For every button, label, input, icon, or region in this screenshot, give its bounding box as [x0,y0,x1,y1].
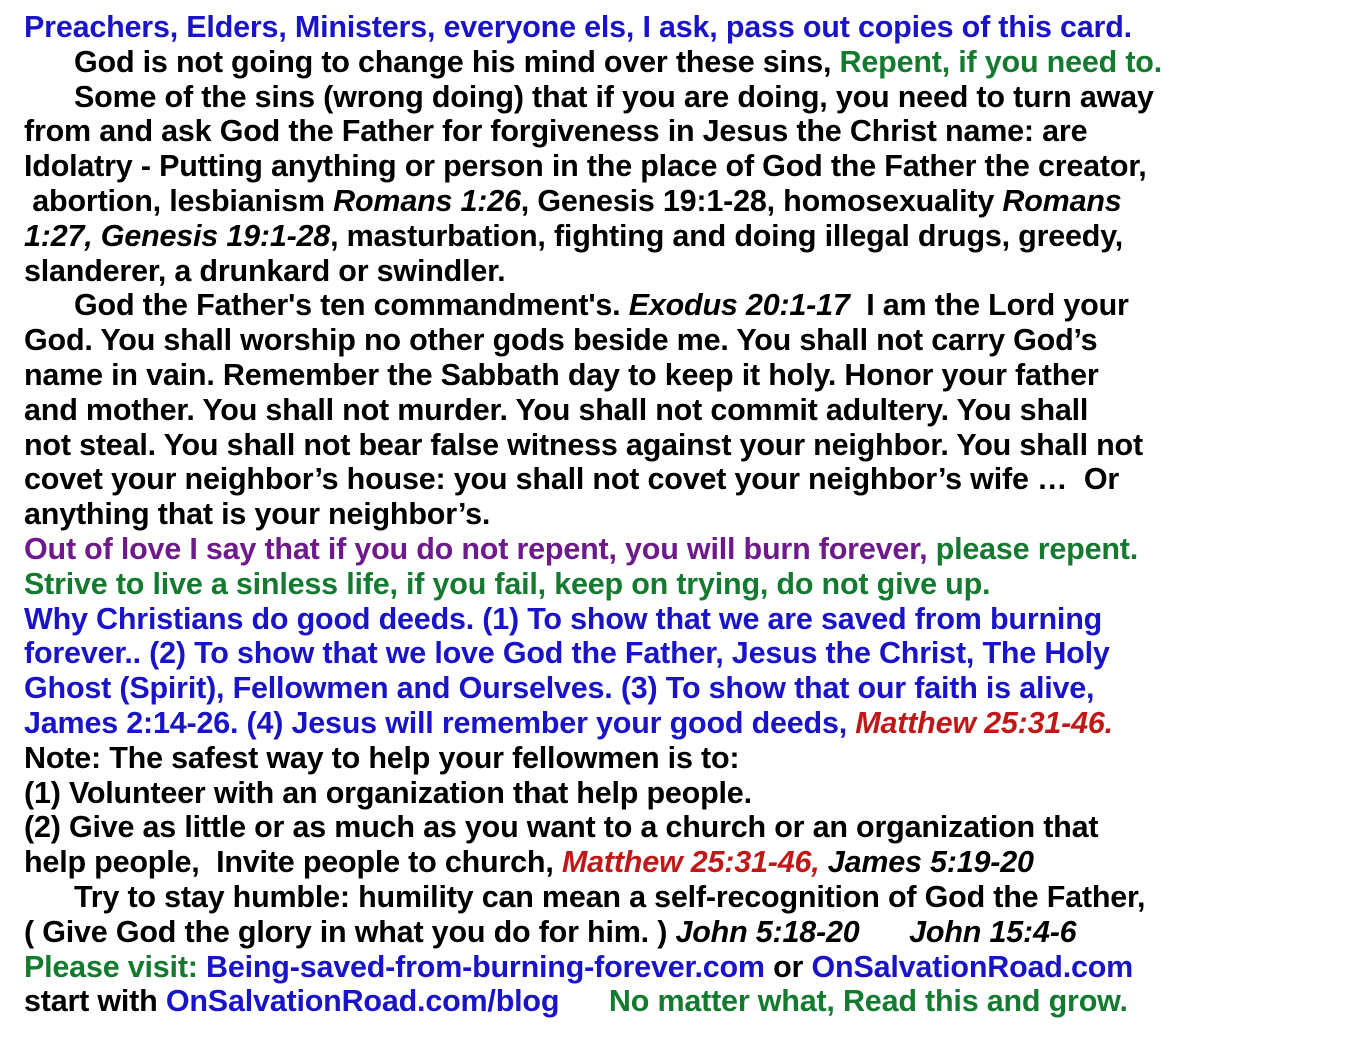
visit-or: or [764,949,812,984]
note-line-4 [24,845,1348,880]
blog-link[interactable]: OnSalvationRoad.com/blog [165,984,560,1019]
note-line-3: (2) Give as little or as much as you want to a church or an organization that [24,810,1099,845]
note-line-1: Note: The safest way to help your fellowmen is to: [24,740,740,775]
scripture-ref-james: James 5:19-20 [819,845,1034,880]
intro-line [24,45,1348,80]
strive-line: Strive to live a sinless life, if you fail, keep on trying, do not give up. [24,566,991,601]
scripture-ref-matthew: Matthew 25:31-46. [855,705,1113,740]
note-line-4-text: help people, Invite people to church, [24,845,562,880]
warning-love: Out of love I say that if you do not repent, you will burn forever, [24,531,936,566]
deeds-line-1: Why Christians do good deeds. (1) To show that we are saved from burning [24,601,1103,636]
scripture-ref-romans-1-26: Romans 1:26 [333,183,521,218]
commandments-line-7: anything that is your neighbor’s. [24,497,491,532]
website-link-2[interactable]: OnSalvationRoad.com [811,949,1134,984]
note-line-2: (1) Volunteer with an organization that help people. [24,775,752,810]
intro-repent: Repent, if you need to. [839,44,1162,79]
commandments-line-2: God. You shall worship no other gods beside me. You shall not carry God’s [24,323,1098,358]
warning-line [24,532,1348,567]
deeds-line-4 [24,706,1348,741]
header-appeal: Preachers, Elders, Ministers, everyone els, I ask, pass out copies of this card. [24,10,1132,44]
scripture-ref-exodus: Exodus 20:1-17 [628,288,850,323]
sins-line-4 [24,184,1348,219]
warning-please-repent: please repent. [935,531,1138,566]
sins-line-5 [24,219,1348,254]
website-link-1[interactable]: Being-saved-from-burning-forever.com [206,949,765,984]
deeds-line-4-text: James 2:14-26. (4) Jesus will remember your good deeds, [24,705,856,740]
humble-line-1: Try to stay humble: humility can mean a self-recognition of God the Father, [74,879,1146,914]
sins-line-5-text: , masturbation, fighting and doing illegal drugs, greedy, [330,218,1124,253]
scripture-ref-romans: Romans [1002,183,1122,218]
start-line [24,984,1348,1019]
commandments-line-1 [24,288,1348,323]
commandments-line-4: and mother. You shall not murder. You shall not commit adultery. You shall [24,392,1089,427]
commandments-line-6: covet your neighbor’s house: you shall not covet your neighbor’s wife … Or [24,462,1120,497]
commandments-intro: God the Father's ten commandment's. [74,288,629,323]
scripture-ref-romans-genesis: 1:27, Genesis 19:1-28 [24,218,331,253]
humble-line-2 [24,915,1348,950]
commandments-line-5: not steal. You shall not bear false witness against your neighbor. You shall not [24,427,1143,462]
sins-line-4-text-b: , Genesis 19:1-28, homosexuality [520,183,1003,218]
sins-line-6: slanderer, a drunkard or swindler. [24,253,506,288]
deeds-line-3: Ghost (Spirit), Fellowmen and Ourselves. (3) To show that our faith is alive, [24,671,1095,706]
sins-line-4-text-a: abortion, lesbianism [24,183,334,218]
sins-line-1: Some of the sins (wrong doing) that if you are doing, you need to turn away [74,79,1154,114]
scripture-ref-john: John 5:18-20 John 15:4-6 [675,914,1077,949]
visit-label: Please visit: [24,949,207,984]
scripture-ref-matthew-2: Matthew 25:31-46, [561,845,820,880]
humble-line-2-text: ( Give God the glory in what you do for him. ) [24,914,676,949]
commandments-line-3: name in vain. Remember the Sabbath day to keep it holy. Honor your father [24,357,1099,392]
intro-text: God is not going to change his mind over these sins, [74,44,840,79]
visit-line [24,950,1348,985]
sins-line-2: from and ask God the Father for forgiveness in Jesus the Christ name: are [24,114,1088,149]
commandments-line-1-text: I am the Lord your [849,288,1129,323]
deeds-line-2: forever.. (2) To show that we love God the Father, Jesus the Christ, The Holy [24,636,1110,671]
closing-text: No matter what, Read this and grow. [559,984,1128,1019]
start-label: start with [24,984,166,1019]
sins-line-3: Idolatry - Putting anything or person in the place of God the Father the creator, [24,149,1147,184]
